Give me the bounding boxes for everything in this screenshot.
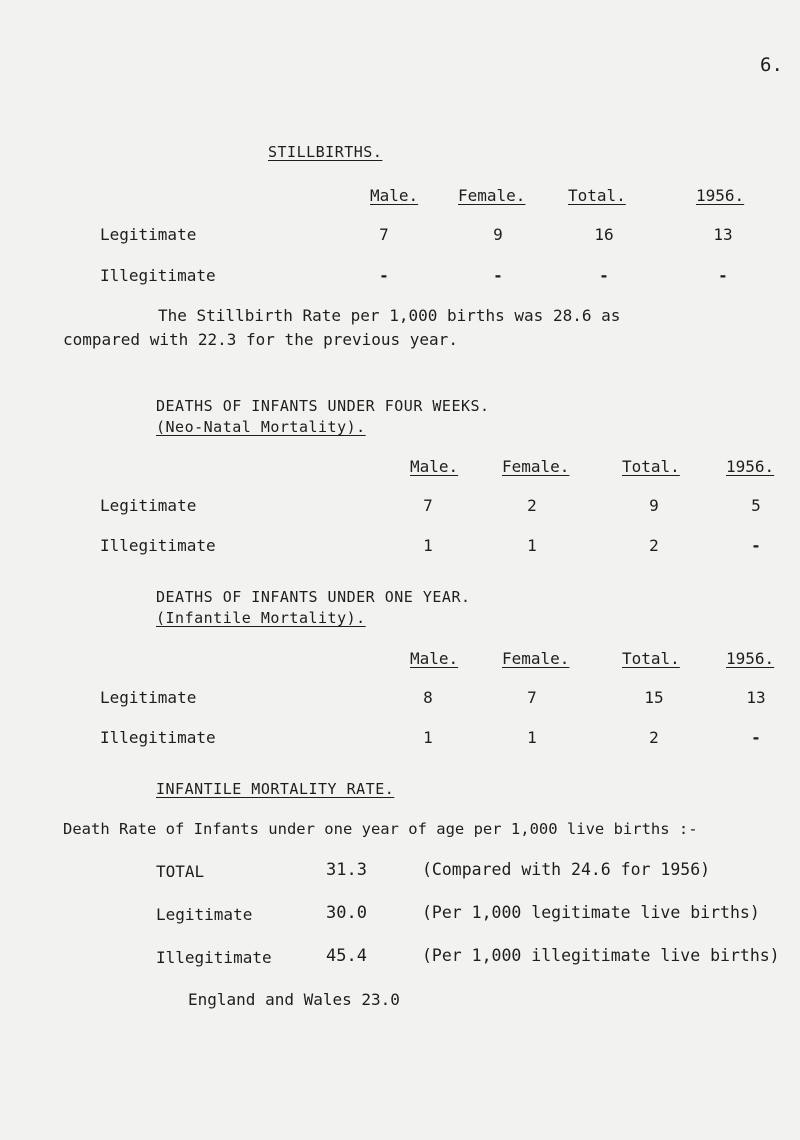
stillbirths-row-label: Illegitimate [100, 266, 216, 285]
stillbirths-header-total: Total. [568, 186, 626, 205]
stillbirths-cell: - [493, 266, 503, 285]
infantile-header-1956: 1956. [726, 649, 775, 668]
neonatal-title: DEATHS OF INFANTS UNDER FOUR WEEKS. [156, 397, 490, 415]
infantile-row-label: Legitimate [100, 688, 197, 707]
rate-row-note: (Compared with 24.6 for 1956) [422, 860, 711, 879]
rate-row-label: Legitimate [156, 905, 253, 924]
infantile-cell: - [751, 728, 761, 747]
stillbirths-title: STILLBIRTHS. [268, 143, 383, 161]
rate-row-value: 30.0 [326, 903, 367, 923]
infantile-subtitle: (Infantile Mortality). [156, 609, 366, 627]
stillbirths-cell: 16 [594, 225, 614, 244]
page-number: 6. [760, 54, 783, 76]
stillbirths-row-label: Legitimate [100, 225, 197, 244]
neonatal-cell: - [751, 536, 761, 555]
stillbirth-rate-note-line1: The Stillbirth Rate per 1,000 births was 28.6 as [158, 306, 621, 325]
rate-intro: Death Rate of Infants under one year of age per 1,000 live births :- [63, 820, 698, 838]
infantile-header-female: Female. [502, 649, 570, 668]
infantile-mortality-rate-title: INFANTILE MORTALITY RATE. [156, 780, 395, 798]
stillbirths-cell: 13 [713, 225, 733, 244]
neonatal-header-female: Female. [502, 457, 570, 476]
neonatal-cell: 2 [649, 536, 659, 555]
neonatal-header-1956: 1956. [726, 457, 775, 476]
neonatal-cell: 7 [423, 496, 433, 515]
infantile-cell: 7 [527, 688, 537, 707]
infantile-header-total: Total. [622, 649, 680, 668]
neonatal-subtitle: (Neo-Natal Mortality). [156, 418, 366, 436]
neonatal-header-total: Total. [622, 457, 680, 476]
infantile-cell: 2 [649, 728, 659, 747]
stillbirth-rate-note-line2: compared with 22.3 for the previous year. [63, 330, 458, 349]
infantile-cell: 15 [644, 688, 664, 707]
neonatal-row-label: Legitimate [100, 496, 197, 515]
neonatal-cell: 1 [423, 536, 433, 555]
stillbirths-cell: - [718, 266, 728, 285]
infantile-row-label: Illegitimate [100, 728, 216, 747]
infantile-cell: 1 [423, 728, 433, 747]
stillbirths-cell: 7 [379, 225, 389, 244]
infantile-cell: 8 [423, 688, 433, 707]
stillbirths-header-female: Female. [458, 186, 526, 205]
stillbirths-header-male: Male. [370, 186, 419, 205]
infantile-header-male: Male. [410, 649, 459, 668]
neonatal-row-label: Illegitimate [100, 536, 216, 555]
rate-row-value: 31.3 [326, 860, 367, 880]
neonatal-cell: 2 [527, 496, 537, 515]
england-wales-rate: England and Wales 23.0 [188, 990, 400, 1009]
stillbirths-cell: - [379, 266, 389, 285]
rate-row-note: (Per 1,000 illegitimate live births) [422, 946, 780, 965]
infantile-cell: 13 [746, 688, 766, 707]
rate-row-label: Illegitimate [156, 948, 272, 967]
infantile-cell: 1 [527, 728, 537, 747]
rate-row-value: 45.4 [326, 946, 367, 966]
rate-row-note: (Per 1,000 legitimate live births) [422, 903, 760, 922]
neonatal-cell: 1 [527, 536, 537, 555]
stillbirths-cell: 9 [493, 225, 503, 244]
neonatal-cell: 5 [751, 496, 761, 515]
neonatal-cell: 9 [649, 496, 659, 515]
stillbirths-cell: - [599, 266, 609, 285]
infantile-title: DEATHS OF INFANTS UNDER ONE YEAR. [156, 588, 471, 606]
stillbirths-header-1956: 1956. [696, 186, 745, 205]
neonatal-header-male: Male. [410, 457, 459, 476]
rate-row-label: TOTAL [156, 862, 205, 881]
